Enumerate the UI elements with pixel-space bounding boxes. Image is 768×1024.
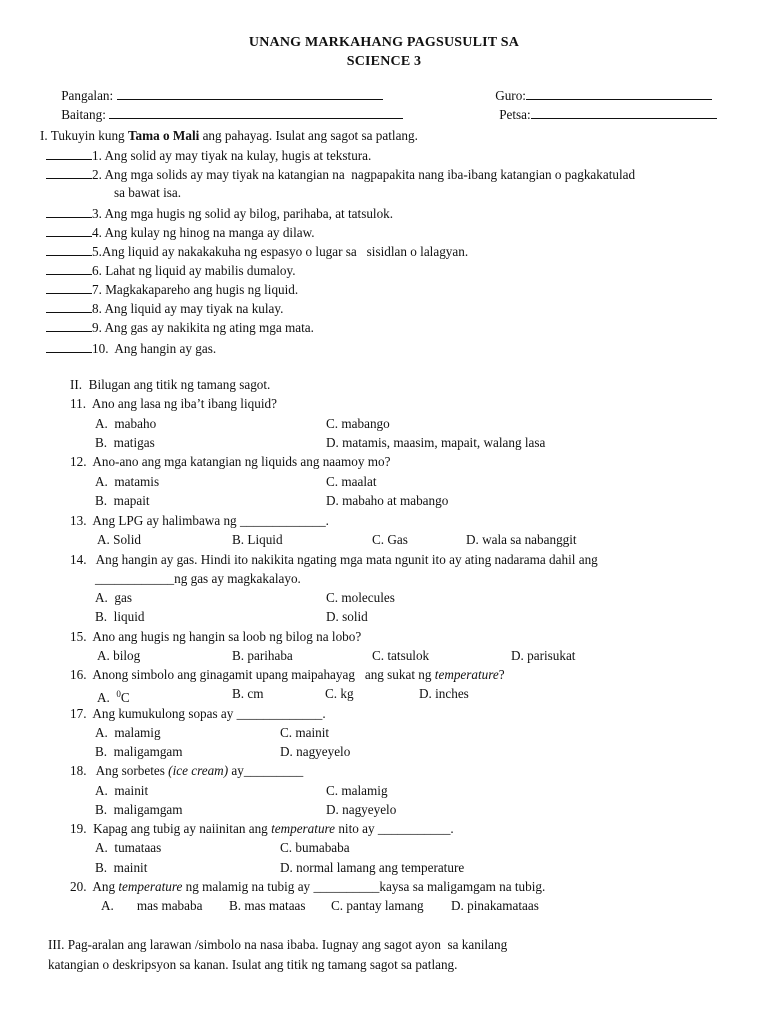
- q20-choice-b[interactable]: B. mas mataas: [229, 898, 306, 913]
- q12-choice-a[interactable]: A. matamis: [95, 474, 160, 489]
- q11-choice-c[interactable]: C. mabango: [326, 416, 390, 431]
- q17-choice-a[interactable]: A. malamig: [95, 725, 161, 740]
- answer-blank[interactable]: [46, 262, 92, 275]
- q13-choice-a[interactable]: A. Solid: [97, 532, 141, 547]
- q20-choice-a[interactable]: A. mas mababa: [101, 898, 203, 913]
- q14-choice-a[interactable]: A. gas: [95, 590, 132, 605]
- q18-choice-d[interactable]: D. nagyeyelo: [326, 802, 397, 817]
- q15-choice-a[interactable]: A. bilog: [97, 648, 141, 663]
- answer-blank[interactable]: [46, 166, 92, 179]
- tf-item-5: 5.Ang liquid ay nakakakuha ng espasyo o lugar sa sisidlan o lalagyan.: [46, 243, 468, 260]
- question-14: 14. Ang hangin ay gas. Hindi ito nakikita ngating mga mata ngunit ito ay ating nadarama dahil ang: [70, 552, 598, 567]
- q15-choice-b[interactable]: B. parihaba: [232, 648, 293, 663]
- q16-choice-c[interactable]: C. kg: [325, 686, 354, 701]
- q11-choice-b[interactable]: B. matigas: [95, 435, 155, 450]
- tf-item-2-continued: sa bawat isa.: [114, 185, 182, 200]
- q17-choice-b[interactable]: B. maligamgam: [95, 744, 183, 759]
- question-19: 19. Kapag ang tubig ay naiinitan ang temperature nito ay ___________.: [70, 821, 454, 836]
- part3-instructions-line1: III. Pag-aralan ang larawan /simbolo na nasa ibaba. Iugnay ang sagot ayon sa kanilang: [48, 937, 508, 952]
- q18-choice-b[interactable]: B. maligamgam: [95, 802, 183, 817]
- q12-choice-c[interactable]: C. maalat: [326, 474, 377, 489]
- teacher-label: Guro:: [495, 88, 526, 103]
- q19-choice-d[interactable]: D. normal lamang ang temperature: [280, 860, 465, 875]
- q20-choice-c[interactable]: C. pantay lamang: [331, 898, 424, 913]
- answer-blank[interactable]: [46, 147, 92, 160]
- q19-choice-a[interactable]: A. tumataas: [95, 840, 162, 855]
- q16-choice-b[interactable]: B. cm: [232, 686, 264, 701]
- name-label: Pangalan:: [61, 88, 117, 103]
- tf-item-4: 4. Ang kulay ng hinog na manga ay dilaw.: [46, 224, 315, 241]
- tf-item-7: 7. Magkakapareho ang hugis ng liquid.: [46, 281, 298, 298]
- q16-choice-d[interactable]: D. inches: [419, 686, 469, 701]
- question-18: 18. Ang sorbetes (ice cream) ay_________: [70, 763, 304, 778]
- q14-choice-c[interactable]: C. molecules: [326, 590, 395, 605]
- date-label: Petsa:: [499, 107, 531, 122]
- answer-blank[interactable]: [46, 340, 92, 353]
- q13-choice-d[interactable]: D. wala sa nabanggit: [466, 532, 577, 547]
- date-blank[interactable]: [531, 106, 717, 119]
- q19-choice-c[interactable]: C. bumababa: [280, 840, 350, 855]
- q19-choice-b[interactable]: B. mainit: [95, 860, 148, 875]
- q17-choice-d[interactable]: D. nagyeyelo: [280, 744, 351, 759]
- question-13: 13. Ang LPG ay halimbawa ng _____________.: [70, 513, 329, 528]
- date-field[interactable]: [486, 90, 717, 139]
- question-11: 11. Ano ang lasa ng iba’t ibang liquid?: [70, 396, 277, 411]
- exam-subject: SCIENCE 3: [346, 54, 422, 69]
- answer-blank[interactable]: [46, 300, 92, 313]
- exam-title: UNANG MARKAHANG PAGSUSULIT SA: [248, 35, 520, 50]
- q18-choice-a[interactable]: A. mainit: [95, 783, 149, 798]
- question-20: 20. Ang temperature ng malamig na tubig ay __________kaysa sa maligamgam na tubig.: [70, 879, 546, 894]
- tf-item-6: 6. Lahat ng liquid ay mabilis dumaloy.: [46, 262, 296, 279]
- part2-instructions: II. Bilugan ang titik ng tamang sagot.: [70, 377, 271, 392]
- question-16: 16. Anong simbolo ang ginagamit upang maipahayag ang sukat ng temperature?: [70, 667, 505, 682]
- q15-choice-d[interactable]: D. parisukat: [511, 648, 576, 663]
- tf-item-2: 2. Ang mga solids ay may tiyak na katangian na nagpapakita nang iba-ibang katangian o pagkakatulad: [46, 166, 635, 183]
- q16-choice-a[interactable]: A. $^0$C: [97, 689, 130, 705]
- q17-choice-c[interactable]: C. mainit: [280, 725, 330, 740]
- tf-item-1: 1. Ang solid ay may tiyak na kulay, hugis at tekstura.: [46, 147, 371, 164]
- part3-instructions-line2: katangian o deskripsyon sa kanan. Isulat ang titik ng tamang sagot sa patlang.: [48, 957, 458, 972]
- tf-item-3: 3. Ang mga hugis ng solid ay bilog, parihaba, at tatsulok.: [46, 205, 393, 222]
- q12-choice-d[interactable]: D. mabaho at mabango: [326, 493, 449, 508]
- q13-choice-b[interactable]: B. Liquid: [232, 532, 283, 547]
- part1-instructions: I. Tukuyin kung Tama o Mali ang pahayag. Isulat ang sagot sa patlang.: [40, 128, 418, 143]
- q15-choice-c[interactable]: C. tatsulok: [372, 648, 430, 663]
- question-17: 17. Ang kumukulong sopas ay _____________.: [70, 706, 326, 721]
- answer-blank[interactable]: [46, 205, 92, 218]
- q20-choice-d[interactable]: D. pinakamataas: [451, 898, 539, 913]
- answer-blank[interactable]: [46, 281, 92, 294]
- answer-blank[interactable]: [46, 224, 92, 237]
- question-14-continued: ____________ng gas ay magkakalayo.: [95, 571, 301, 586]
- tf-item-9: 9. Ang gas ay nakikita ng ating mga mata.: [46, 319, 314, 336]
- grade-blank[interactable]: [109, 106, 403, 119]
- answer-blank[interactable]: [46, 243, 92, 256]
- q11-choice-a[interactable]: A. mabaho: [95, 416, 157, 431]
- q11-choice-d[interactable]: D. matamis, maasim, mapait, walang lasa: [326, 435, 546, 450]
- tf-item-8: 8. Ang liquid ay may tiyak na kulay.: [46, 300, 283, 317]
- question-15: 15. Ano ang hugis ng hangin sa loob ng bilog na lobo?: [70, 629, 362, 644]
- q12-choice-b[interactable]: B. mapait: [95, 493, 150, 508]
- q13-choice-c[interactable]: C. Gas: [372, 532, 408, 547]
- q18-choice-c[interactable]: C. malamig: [326, 783, 388, 798]
- grade-label: Baitang:: [61, 107, 110, 122]
- question-12: 12. Ano-ano ang mga katangian ng liquids ang naamoy mo?: [70, 454, 391, 469]
- tf-item-10: 10. Ang hangin ay gas.: [46, 340, 216, 357]
- answer-blank[interactable]: [46, 319, 92, 332]
- q14-choice-d[interactable]: D. solid: [326, 609, 368, 624]
- q14-choice-b[interactable]: B. liquid: [95, 609, 145, 624]
